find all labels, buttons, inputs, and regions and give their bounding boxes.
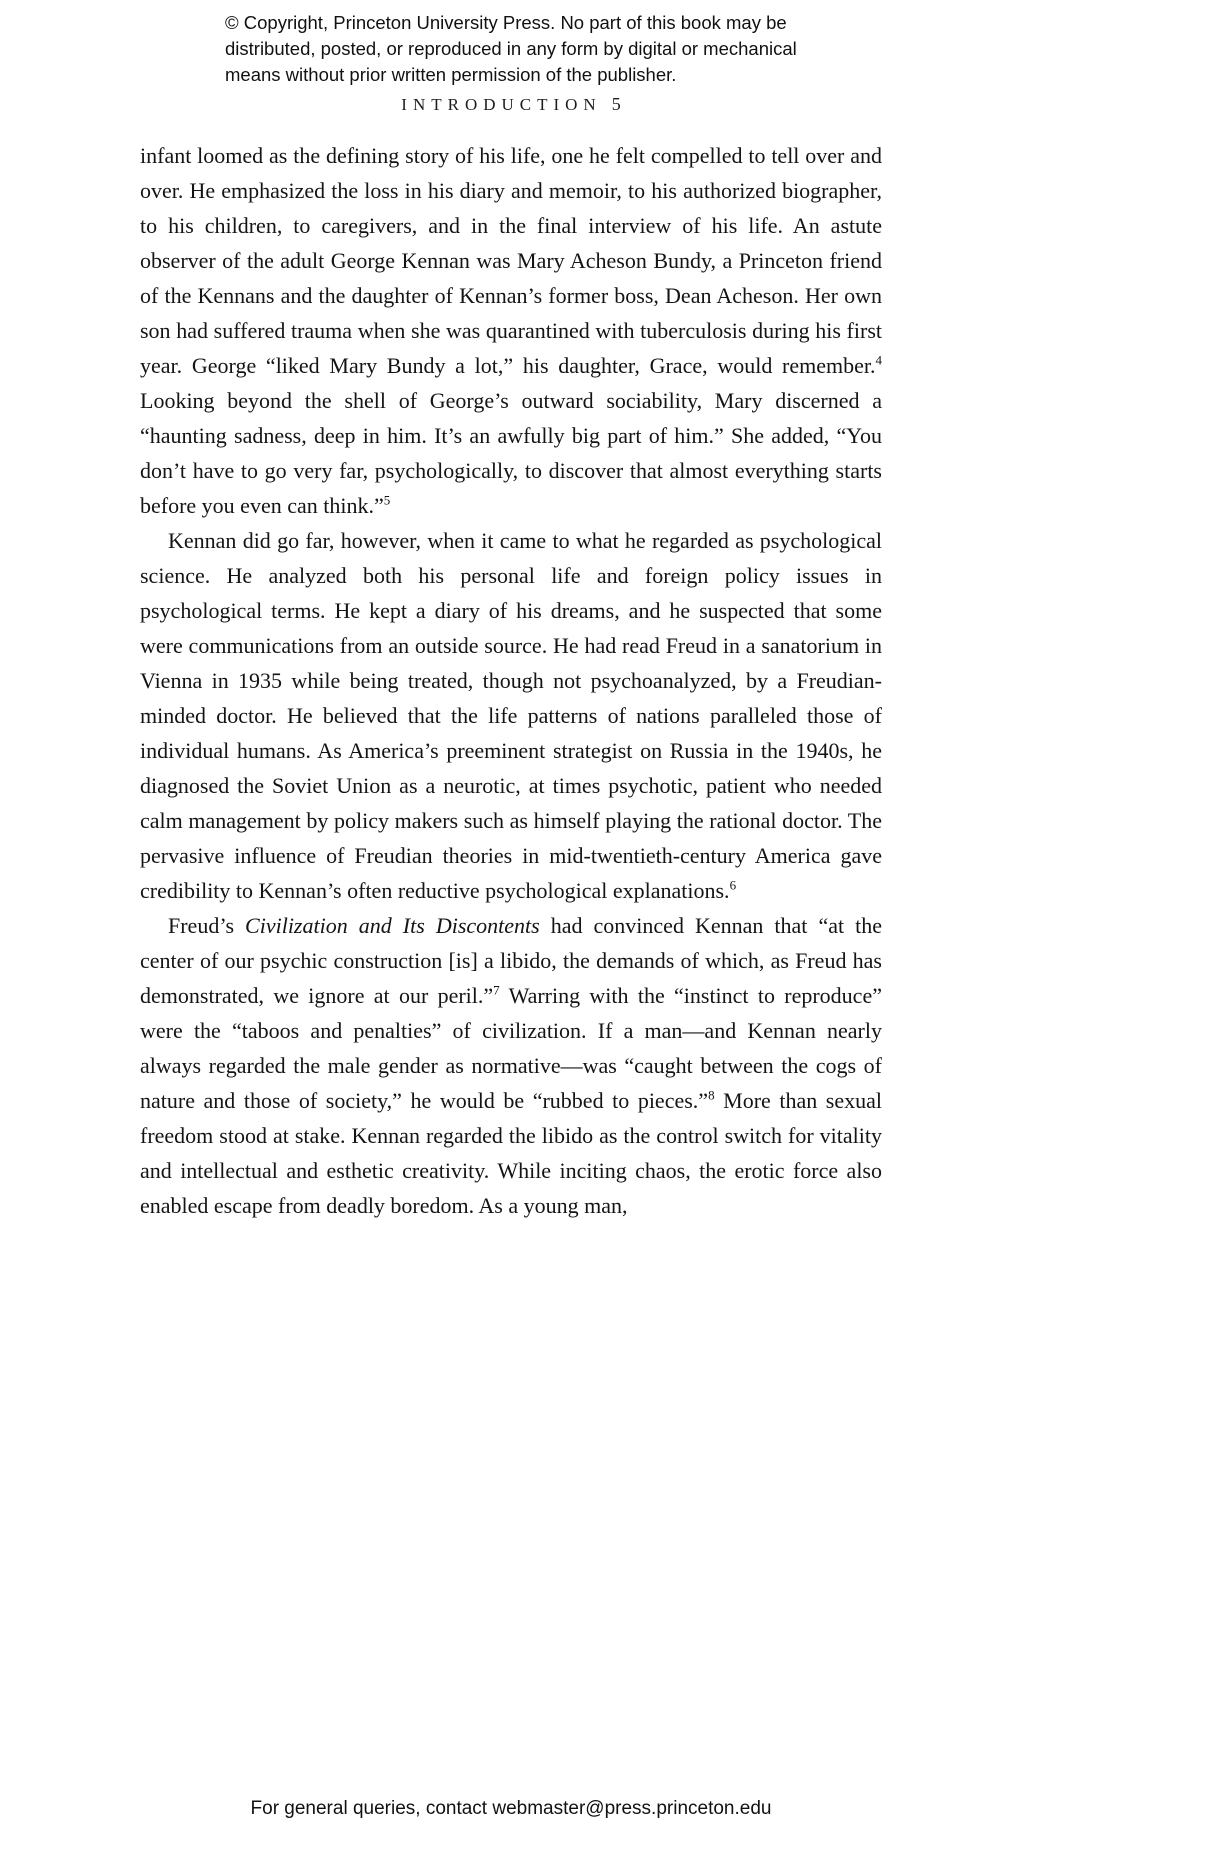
text-segment: More than sexual freedom stood at stake. Kennan regarded the libido as the control switch for vitality and intellectual and esthetic creativity. While inciting chaos, the erotic force also enabled escape from deadly boredom. As a young man, bbox=[140, 1088, 882, 1218]
footer-email: webmaster@press.princeton.edu bbox=[492, 1798, 772, 1819]
running-head bbox=[140, 94, 882, 115]
paragraph bbox=[140, 908, 882, 1223]
text-segment: had convinced Kennan that “at the center of our psychic construction [is] a libido, the demands of which, as Freud has demonstrated, we ignore at our peril.” bbox=[140, 913, 882, 1008]
text-segment: Looking beyond the shell of George’s outward sociability, Mary discerned a “haunting sadness, deep in him. It’s an awfully big part of him.” She added, “You don’t have to go very far, psychologically, to discover that almost everything starts before you even can think.” bbox=[140, 388, 882, 518]
book-title-italic: Civilization and Its Discontents bbox=[245, 913, 540, 938]
footnote-reference: 7 bbox=[493, 982, 500, 998]
page-number: 5 bbox=[611, 94, 621, 114]
page-footer bbox=[140, 1798, 882, 1820]
text-segment: Freud’s bbox=[168, 913, 246, 938]
paragraph bbox=[140, 523, 882, 908]
footnote-reference: 6 bbox=[729, 877, 737, 893]
text-segment: Kennan did go far, however, when it came to what he regarded as psychological science. He analyzed both his personal life and foreign policy issues in psychological terms. He kept a diary of his dreams, and he suspected that some were communications from an outside source. He had read Freud in a sanatorium in Vienna in 1935 while being treated, though not psychoanalyzed, by a Freudian-minded doctor. He believed that the life patterns of nations paralleled those of individual humans. As America’s preeminent strategist on Russia in the 1940s, he diagnosed the Soviet Union as a neurotic, at times psychotic, patient who needed calm management by policy makers such as himself playing the rational doctor. The pervasive influence of Freudian theories in mid-twentieth-century America gave credibility to Kennan’s often reductive psychological explanations. bbox=[140, 528, 882, 903]
paragraph bbox=[140, 138, 882, 523]
copyright-notice: © Copyright, Princeton University Press. No part of this book may be distributed, posted, or reproduced in any form by digital or mechanical means without prior written permission of the publisher. bbox=[225, 12, 797, 85]
text-segment: infant loomed as the defining story of his life, one he felt compelled to tell over and over. He emphasized the loss in his diary and memoir, to his authorized biographer, to his children, to caregivers, and in the final interview of his life. An astute observer of the adult George Kennan was Mary Acheson Bundy, a Princeton friend of the Kennans and the daughter of Kennan’s former boss, Dean Acheson. Her own son had suffered trauma when she was quarantined with tuberculosis during his first year. George “liked Mary Bundy a lot,” his daughter, Grace, would remember. bbox=[140, 143, 882, 378]
running-head-title: INTRODUCTION bbox=[401, 95, 602, 114]
body-text bbox=[140, 138, 882, 1223]
footer-text: For general queries, contact bbox=[250, 1798, 493, 1819]
text-segment: Warring with the “instinct to reproduce” were the “taboos and penalties” of civilization. If a man—and Kennan nearly always regarded the male gender as normative—was “caught between the cogs of nature and those of society,” he would be “rubbed to pieces.” bbox=[140, 983, 882, 1113]
footnote-reference: 8 bbox=[708, 1087, 715, 1103]
footnote-reference: 5 bbox=[383, 492, 391, 508]
footnote-reference: 4 bbox=[875, 352, 882, 368]
